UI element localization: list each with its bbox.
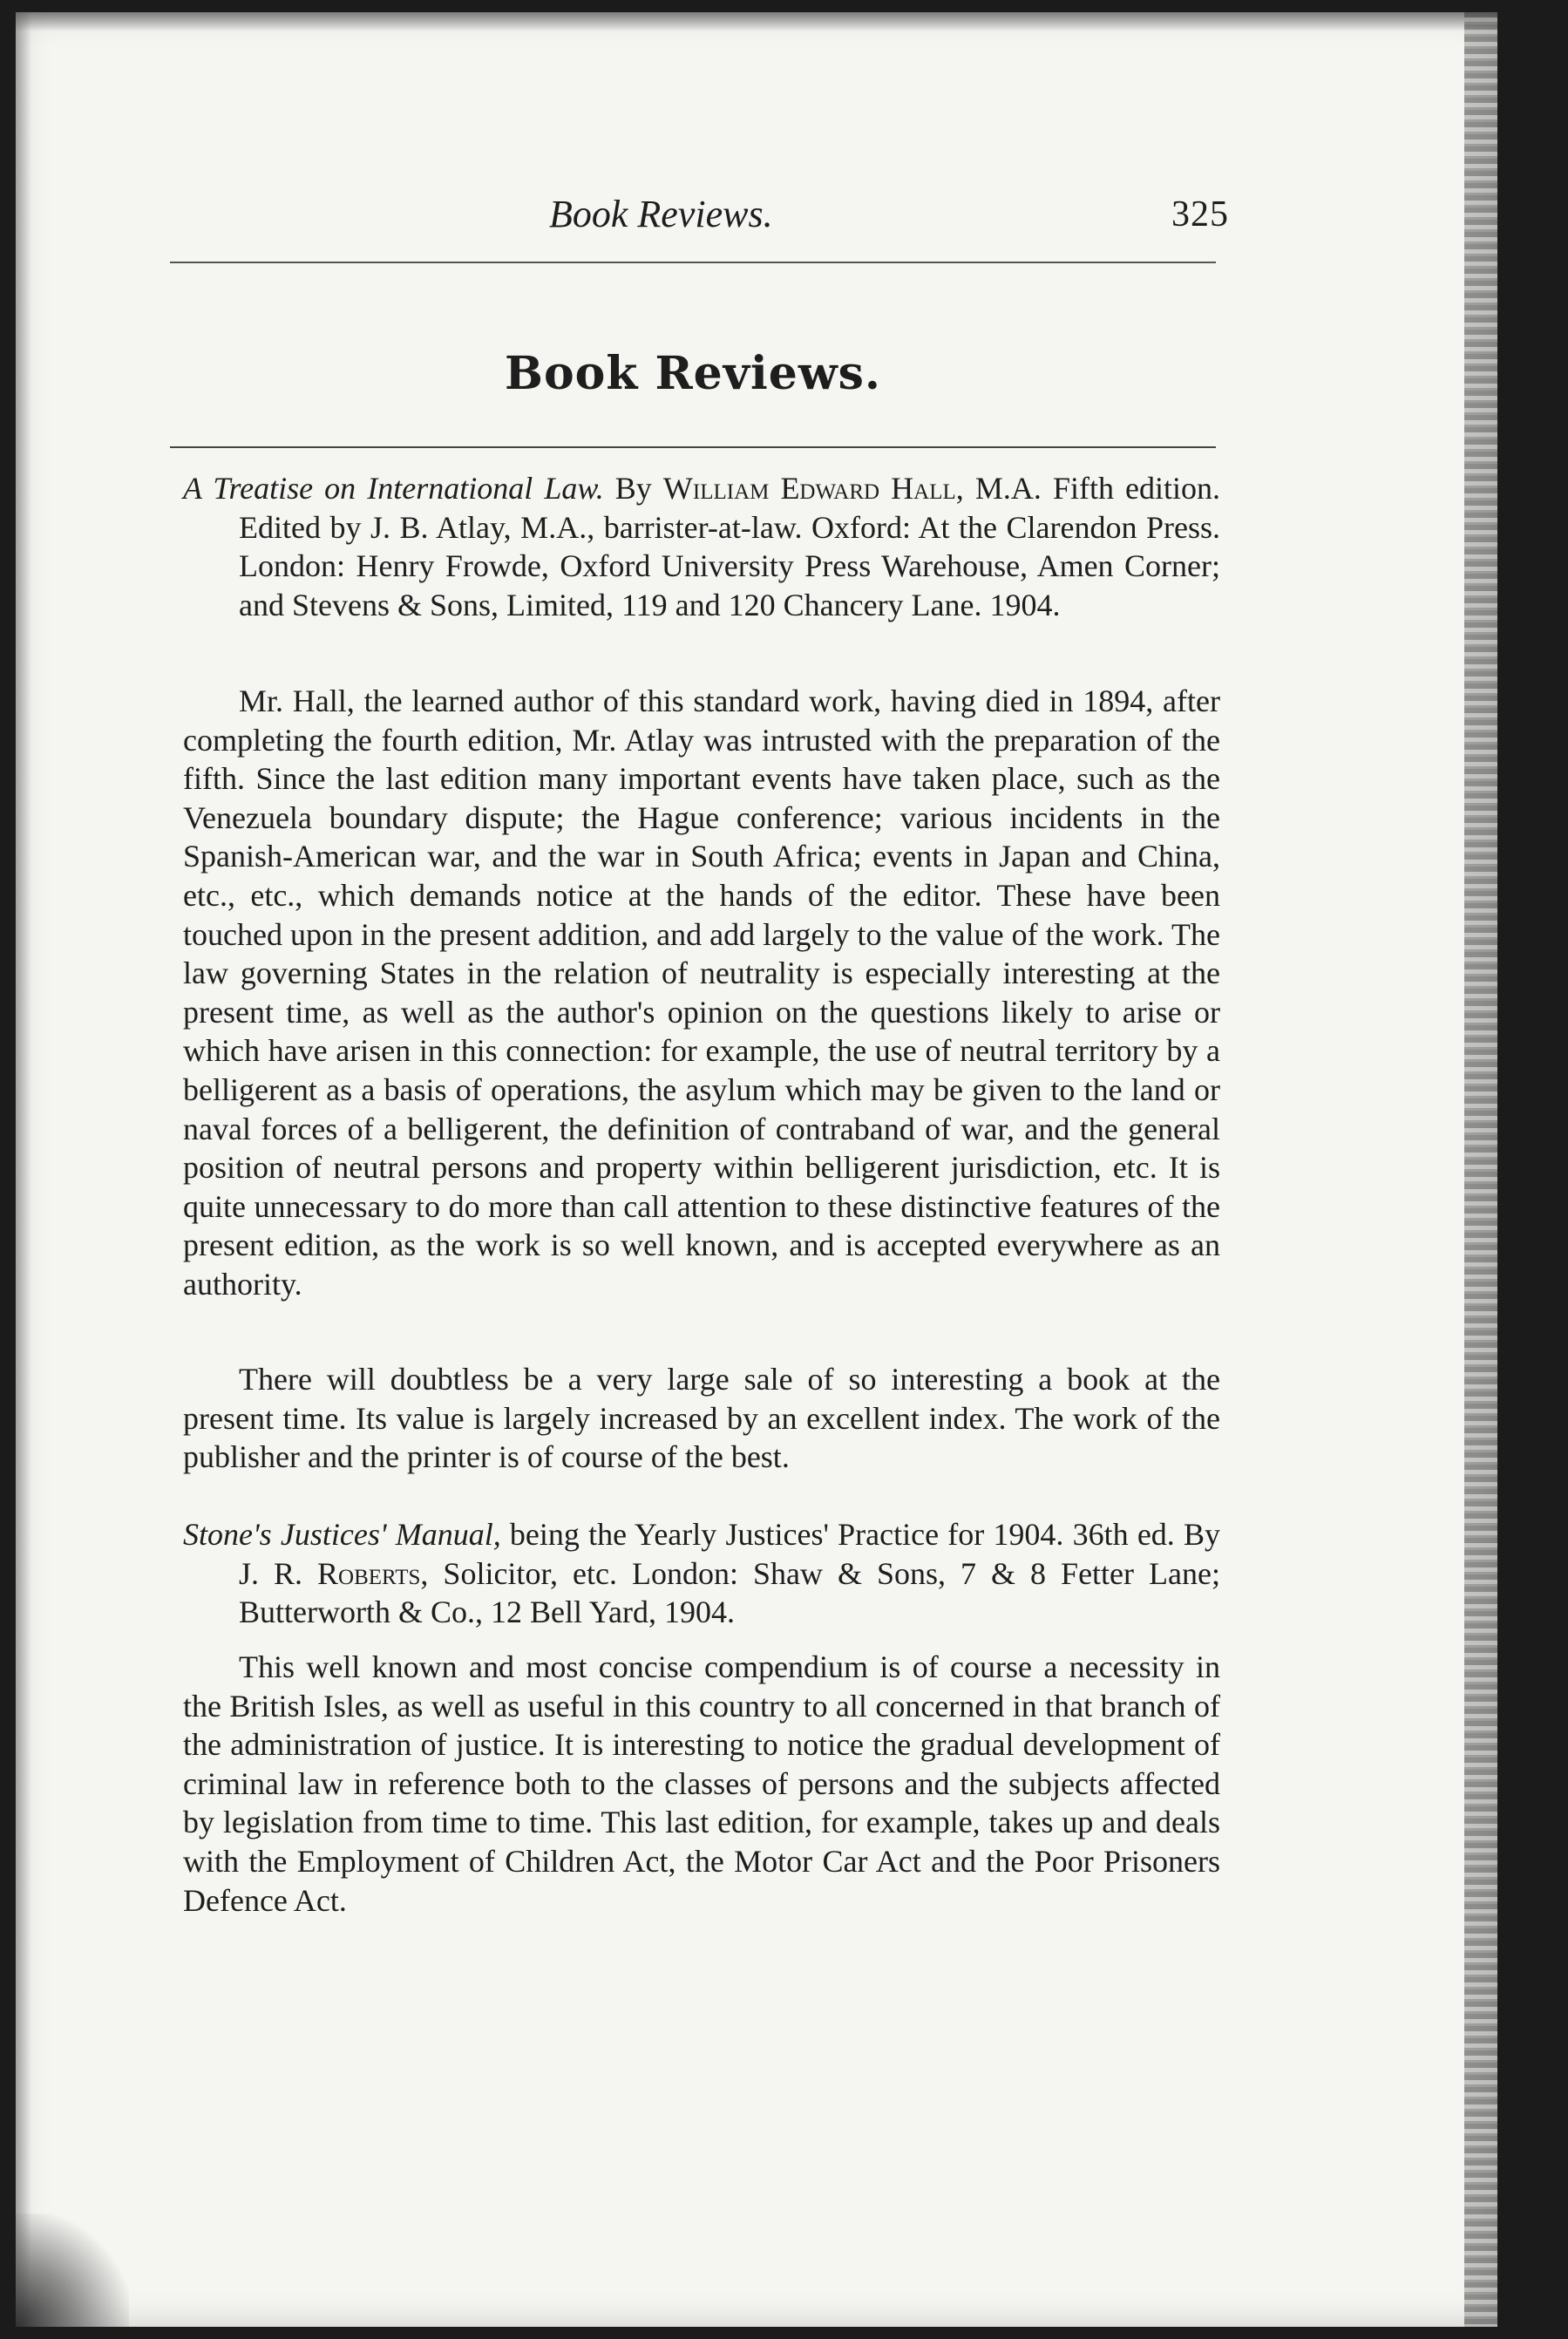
review-1-author: William Edward Hall	[662, 471, 956, 506]
review-2-book-title: Stone's Justices' Manual,	[183, 1517, 501, 1552]
review-1-paragraph-2: There will doubtless be a very large sale of so interesting a book at the present time. Its value is largely increased by an excellent index. The work of the publisher and the printer is of course of the best.	[183, 1362, 1220, 1475]
scan-corner-shadow	[16, 2213, 129, 2327]
scan-edge-left	[16, 12, 31, 2327]
running-title: Book Reviews.	[549, 193, 773, 235]
page-number: 325	[1171, 194, 1229, 235]
header-rule	[170, 262, 1216, 263]
review-2-edition-details: being the Yearly Justices' Practice for 1904. 36th ed. By J. R.	[239, 1517, 1221, 1591]
review-2-paragraph-1: This well known and most concise compendium is of course a necessity in the British Isles, as well as useful in this country to all concerned in that branch of the administration of justice. It is interesting to notice the gradual development of criminal law in reference both to the classes of persons and the subjects affected by legislation from time to time. This last edition, for example, takes up and deals with the Employment of Children Act, the Motor Car Act and the Poor Prisoners Defence Act.	[183, 1649, 1220, 1918]
section-title: Book Reviews.	[505, 347, 881, 400]
review-2-citation	[183, 1515, 1220, 1632]
review-1-citation	[183, 469, 1220, 624]
review-1-paragraph-1: Mr. Hall, the learned author of this standard work, having died in 1894, after completing the fourth edition, Mr. Atlay was intrusted with the preparation of the fifth. Since the last edition many important events have taken place, such as the Venezuela boundary dispute; the Hague conference; various incidents in the Spanish-American war, and the war in South Africa; events in Japan and China, etc., etc., which demands notice at the hands of the editor. These have been touched upon in the present addition, and add largely to the value of the work. The law governing States in the relation of neutrality is especially interesting at the present time, as well as the author's opinion on the questions likely to arise or which have arisen in this connection: for example, the use of neutral territory by a belligerent as a basis of operations, the asylum which may be given to the land or naval forces of a belligerent, the definition of contraband of war, and the general position of neutral persons and property within belligerent jurisdiction, etc. It is quite unnecessary to do more than call attention to these distinctive features of the present edition, as the work is so well known, and is accepted everywhere as an authority.	[183, 683, 1220, 1302]
scan-edge-top	[16, 12, 1497, 31]
review-1-by: By	[614, 471, 652, 506]
running-head	[183, 192, 1229, 244]
section-rule	[170, 446, 1216, 448]
review-1-book-title: A Treatise on International Law.	[183, 471, 604, 506]
review-1-publication-details: , M.A. Fifth edition. Edited by J. B. Atlay, M.A., barrister-at-law. Oxford: At the Clarendon Press. London: Henry Frowde, Oxford University Press Warehouse, Amen Corner; and Stevens & Sons, Limited, 119 and 120 Chancery Lane. 1904.	[239, 471, 1221, 622]
review-2-author: Roberts	[317, 1555, 421, 1591]
review-2-publication-details: , Solicitor, etc. London: Shaw & Sons, 7 & 8 Fetter Lane; Butterworth & Co., 12 Bell Yard, 1904.	[239, 1555, 1220, 1629]
scan-edge-right	[1464, 12, 1497, 2327]
